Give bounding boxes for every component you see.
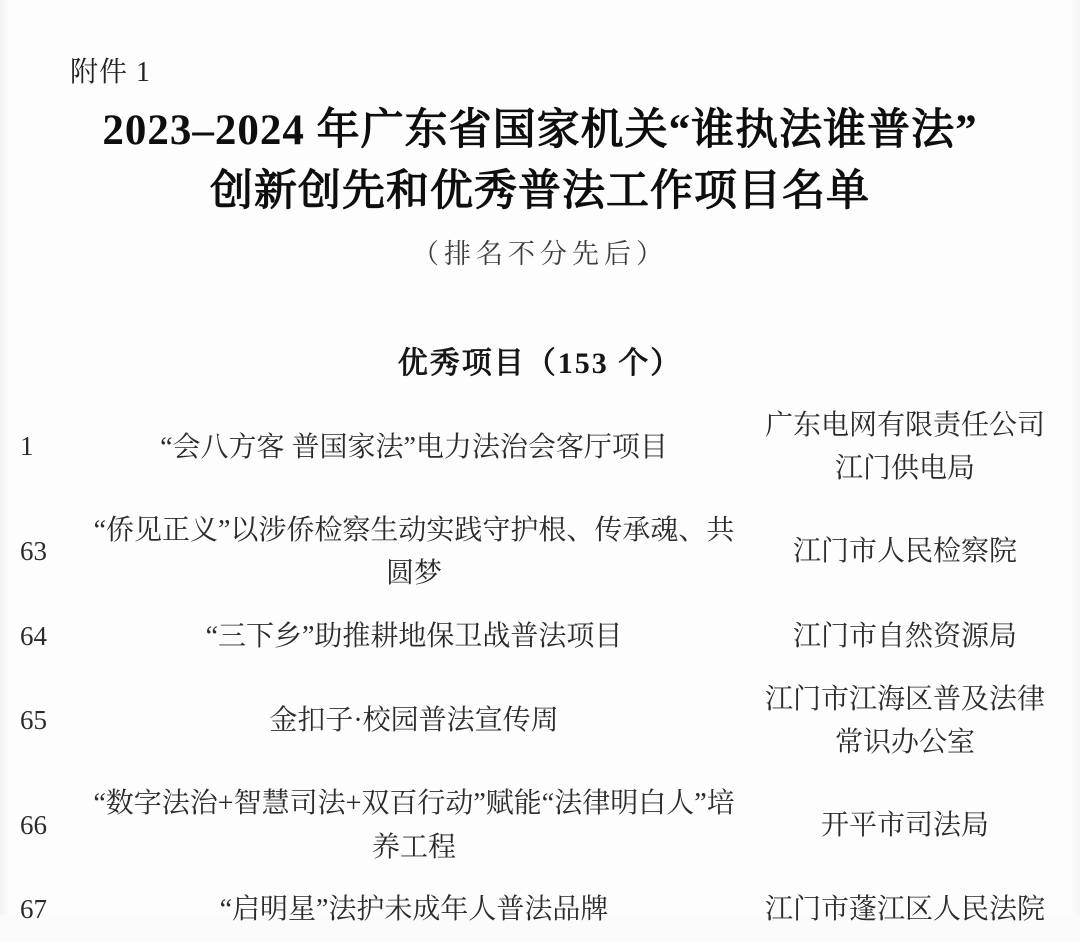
organization-name: 江门市人民检察院 [792,536,1017,568]
project-name: “三下乡”助推耕地保卫战普法项目 [205,620,623,652]
project-name: “侨见正义”以涉侨检察生动实践守护根、传承魂、共圆梦 [93,514,735,590]
title-line-1: 2023–2024 年广东省国家机关“谁执法谁普法” [102,107,978,154]
row-number: 66 [20,809,47,840]
organization-name: 江门市自然资源局 [792,620,1017,652]
organization-name: 江门市蓬江区人民法院 [764,894,1045,926]
project-name: 金扣子·校园普法宣传周 [269,705,559,737]
table-row [0,500,1080,605]
project-name: “会八方客 普国家法”电力法治会客厅项目 [160,431,668,463]
table-row [0,773,1080,878]
table-row [0,878,1080,942]
table-row [0,395,1080,500]
attachment-label: 附件 1 [70,57,152,88]
row-number: 63 [20,536,47,567]
ranking-note: （排名不分先后） [412,239,668,269]
project-name: “启明星”法护未成年人普法品牌 [219,894,609,926]
organization-name: 广东电网有限责任公司江门供电局 [764,410,1045,485]
section-heading: 优秀项目（153 个） [397,347,683,380]
row-number: 65 [20,705,47,736]
row-number: 67 [20,894,47,925]
organization-name: 开平市司法局 [820,810,989,842]
row-number: 64 [20,620,47,651]
project-name: “数字法治+智慧司法+双百行动”赋能“法律明白人”培养工程 [93,788,735,863]
table-row [0,669,1080,774]
table-row [0,605,1080,669]
row-number: 1 [20,431,34,462]
organization-name: 江门市江海区普及法律常识办公室 [764,683,1045,758]
document-title [0,100,1080,222]
project-table [0,395,1080,942]
title-line-2: 创新创先和优秀普法工作项目名单 [210,168,870,216]
